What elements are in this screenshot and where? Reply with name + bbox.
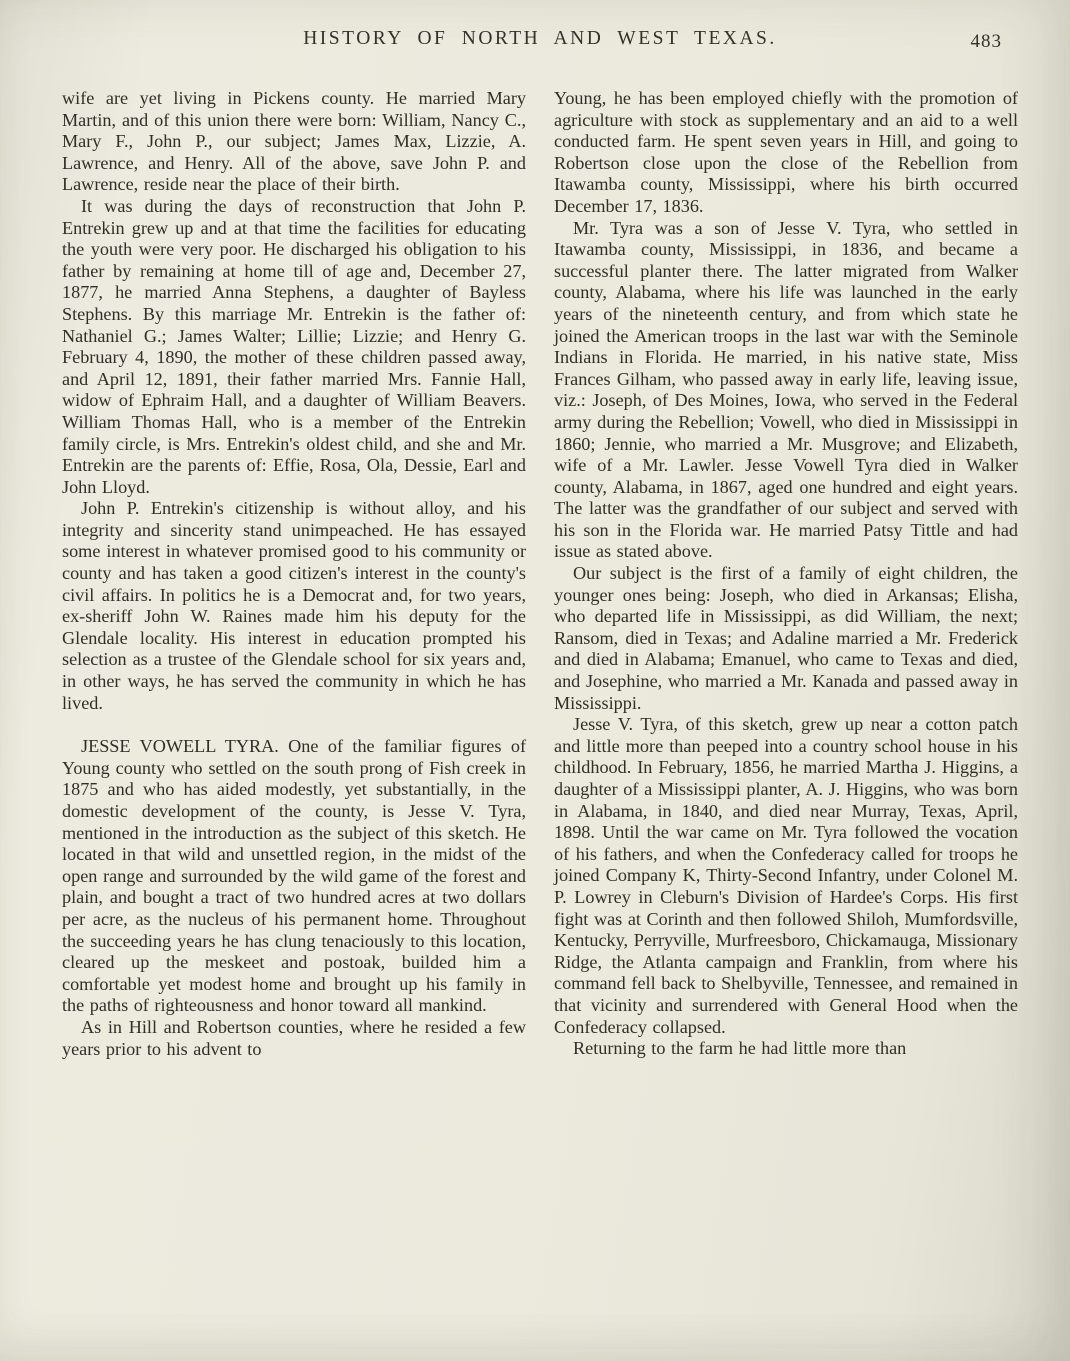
paragraph-section-jesse-vowell-tyra: JESSE VOWELL TYRA. One of the familiar figures of Young county who settled on the south prong of Fish creek in 1875 and who has aided modestly, yet substantially, in the domestic development of the county, is Jesse V. Tyra, mentioned in the introduction as the subject of this sketch. He located in that wild and unsettled region, in the midst of the open range and surrounded by the wild game of the forest and plain, and bought a tract of two hundred acres at two dollars per acre, as the nucleus of his permanent home. Throughout the succeeding years he has clung tenaciously to this location, cleared up the meskeet and postoak, builded him a comfortable yet modest home and brought up his family in the paths of righteousness and honor toward all mankind. — [62, 736, 526, 1016]
text-columns — [62, 88, 1018, 1060]
paragraph: Our subject is the first of a family of eight children, the younger ones being: Joseph, who died in Arkansas; Elisha, who departed life in Mississippi, as did William, the next; Ransom, died in Texas; and Adaline married a Mr. Frederick and died in Alabama; Emanuel, who came to Texas and died, and Josephine, who married a Mr. Kanada and passed away in Mississippi. — [554, 563, 1018, 713]
left-column — [62, 88, 526, 1060]
page-header — [62, 28, 1018, 58]
page-number: 483 — [970, 31, 1002, 52]
page-title: HISTORY OF NORTH AND WEST TEXAS. — [303, 28, 777, 49]
paragraph: wife are yet living in Pickens county. He married Mary Martin, and of this union there were born: William, Nancy C., Mary F., John P., our subject; James Max, Lizzie, A. Lawrence, and Henry. All of the above, save John P. and Lawrence, reside near the place of their birth. — [62, 88, 526, 195]
paragraph: It was during the days of reconstruction that John P. Entrekin grew up and at that time the facilities for educating the youth were very poor. He discharged his obligation to his father by remaining at home till of age and, December 27, 1877, he married Anna Stephens, a daughter of Bayless Stephens. By this marriage Mr. Entrekin is the father of: Nathaniel G.; James Walter; Lillie; Lizzie; and Henry G. February 4, 1890, the mother of these children passed away, and April 12, 1891, their father married Mrs. Fannie Hall, widow of Ephraim Hall, and a daughter of William Beavers. William Thomas Hall, who is a member of the Entrekin family circle, is Mrs. Entrekin's oldest child, and she and Mr. Entrekin are the parents of: Effie, Rosa, Ola, Dessie, Earl and John Lloyd. — [62, 195, 526, 497]
paragraph: John P. Entrekin's citizenship is without alloy, and his integrity and sincerity stand unimpeached. He has essayed some interest in whatever promised good to his community or county and has taken a good citizen's interest in the county's civil affairs. In politics he is a Democrat and, for two years, ex-sheriff John W. Raines made him his deputy for the Glendale locality. His interest in education prompted his selection as a trustee of the Glendale school for six years and, in other ways, he has served the community in which he has lived. — [62, 498, 526, 713]
paragraph: Jesse V. Tyra, of this sketch, grew up near a cotton patch and little more than peeped into a country school house in his childhood. In February, 1856, he married Martha J. Higgins, a daughter of a Mississippi planter, A. J. Higgins, who was born in Alabama, in 1840, and died near Murray, Texas, April, 1898. Until the war came on Mr. Tyra followed the vocation of his fathers, and when the Confederacy called for troops he joined Company K, Thirty-Second Infantry, under Colonel M. P. Lowrey in Cleburn's Division of Hardee's Corps. His first fight was at Corinth and then followed Shiloh, Mumfordsville, Kentucky, Perryville, Murfreesboro, Chickamauga, Missionary Ridge, the Atlanta campaign and Franklin, from where his command fell back to Shelbyville, Tennessee, and remained in that vicinity and surrendered with General Hood when the Confederacy collapsed. — [554, 714, 1018, 1037]
paragraph: As in Hill and Robertson counties, where he resided a few years prior to his advent to — [62, 1016, 526, 1059]
paragraph: Returning to the farm he had little more than — [573, 1038, 907, 1059]
right-column — [554, 88, 1018, 1060]
paragraph: Young, he has been employed chiefly with the promotion of agriculture with stock as supplementary and an aid to a well conducted farm. He spent seven years in Hill, and going to Robertson close upon the close of the Rebellion from Itawamba county, Mississippi, where his birth occurred December 17, 1836. — [554, 88, 1018, 216]
paragraph: Mr. Tyra was a son of Jesse V. Tyra, who settled in Itawamba county, Mississippi, in 1836, and became a successful planter there. The latter migrated from Walker county, Alabama, where his life was launched in the early years of the nineteenth century, and from which state he joined the American troops in the last war with the Seminole Indians in Florida. He married, in his native state, Miss Frances Gilham, who passed away in early life, leaving issue, viz.: Joseph, of Des Moines, Iowa, who served in the Federal army during the Rebellion; Vowell, who died in Mississippi in 1860; Jennie, who married a Mr. Musgrove; and Elizabeth, wife of a Mr. Lawler. Jesse Vowell Tyra died in Walker county, Alabama, in 1867, aged one hundred and eight years. The latter was the grandfather of our subject and served with his son in the Florida war. He married Patsy Tittle and had issue as stated above. — [554, 217, 1018, 562]
